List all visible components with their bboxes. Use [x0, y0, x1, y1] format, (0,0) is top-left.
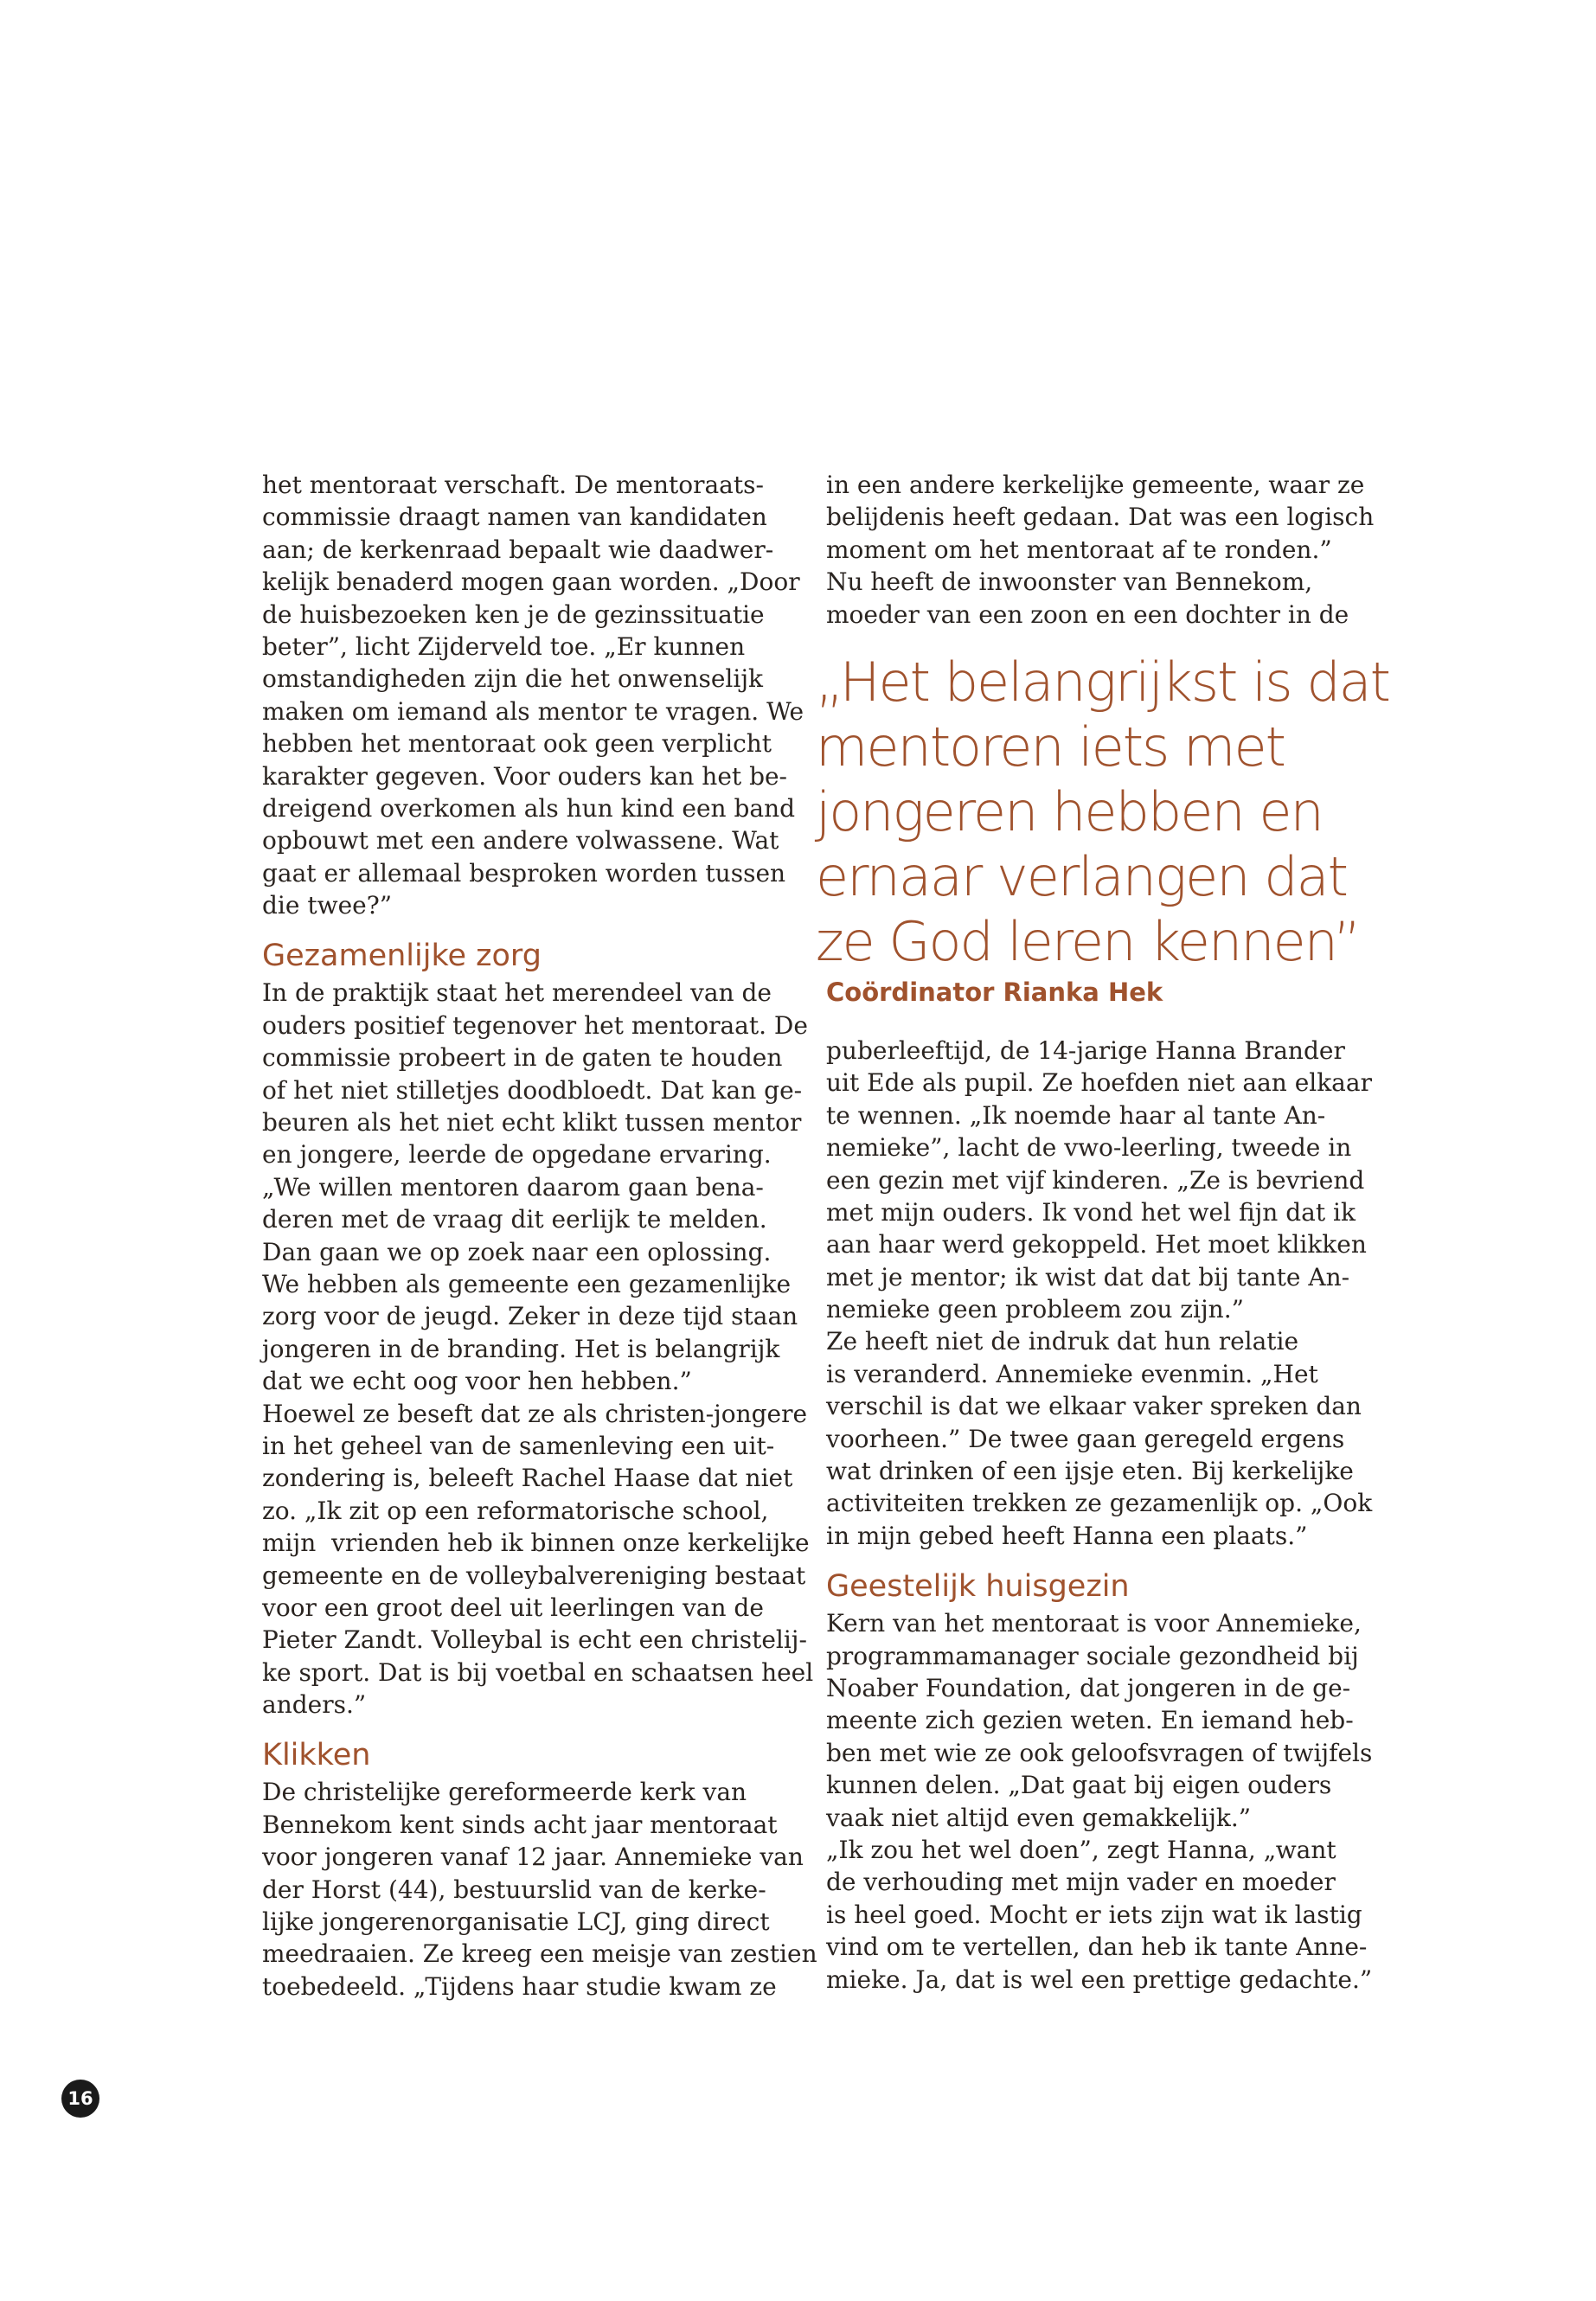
heading-klikken: Klikken [262, 1738, 371, 1773]
text-line: Dan gaan we op zoek naar een oplossing. [262, 1237, 772, 1266]
text-line: in mijn gebed heeft Hanna een plaats.” [826, 1521, 1308, 1550]
text-line: aan; de kerkenraad bepaalt wie daadwer- [262, 535, 774, 564]
text-line: te wennen. „Ik noemde haar al tante An- [826, 1100, 1326, 1130]
text-line: programmamanager sociale gezondheid bij [826, 1641, 1359, 1670]
text-line: voor een groot deel uit leerlingen van de [262, 1593, 764, 1622]
text-line: voor jongeren vanaf 12 jaar. Annemieke van [262, 1843, 804, 1872]
right-column [816, 469, 1389, 1996]
pull-quote-text [816, 650, 1389, 974]
text-line: Ze heeft niet de indruk dat hun relatie [826, 1327, 1299, 1356]
text-line: gemeente en de volleybalvereniging bestaat [262, 1561, 806, 1590]
text-line: die twee?” [262, 891, 393, 920]
text-line: het mentoraat verschaft. De mentoraats- [262, 471, 764, 499]
page-number-badge: 16 [61, 2080, 99, 2118]
text-line: lijke jongerenorganisatie LCJ, ging direct [262, 1907, 770, 1937]
heading-geestelijk-huisgezin: Geestelijk huisgezin [826, 1569, 1130, 1605]
text-line: mijn vrienden heb ik binnen onze kerkelijke [262, 1529, 810, 1558]
text-line: activiteiten trekken ze gezamenlijk op. „Ook [826, 1489, 1373, 1518]
text-line: gaat er allemaal besproken worden tussen [262, 858, 786, 888]
text-line: jongeren hebben en [816, 779, 1323, 843]
text-line: nemieke”, lacht de vwo-leerling, tweede in [826, 1133, 1352, 1163]
text-line: vind om te vertellen, dan heb ik tante Anne- [826, 1932, 1368, 1962]
text-line: ernaar verlangen dat [816, 844, 1347, 908]
text-line: karakter gegeven. Voor ouders kan het be- [262, 761, 788, 791]
text-line: een gezin met vijf kinderen. „Ze is bevriend [826, 1165, 1365, 1195]
text-line: moment om het mentoraat af te ronden.” [826, 535, 1332, 564]
pull-quote [816, 650, 1389, 1010]
text-line: aan haar werd gekoppeld. Het moet klikken [826, 1230, 1367, 1259]
text-line: mentoren iets met [816, 715, 1285, 779]
text-line: anders.” [262, 1690, 367, 1720]
text-line: dreigend overkomen als hun kind een band [262, 793, 796, 823]
left-intro-paragraph [262, 469, 803, 921]
text-line: moeder van een zoon en een dochter in de [826, 599, 1349, 629]
text-line: wat drinken of een ijsje eten. Bij kerkelijke [826, 1457, 1354, 1486]
text-line: jongeren in de branding. Het is belangrijk [262, 1334, 780, 1363]
text-line: in een andere kerkelijke gemeente, waar ze [826, 471, 1365, 499]
text-line: omstandigheden zijn die het onwenselijk [262, 664, 763, 694]
heading-gezamenlijke-zorg: Gezamenlijke zorg [262, 939, 542, 974]
text-line: mieke. Ja, dat is wel een prettige gedachte.” [826, 1965, 1373, 1994]
text-line: kunnen delen. „Dat gaat bij eigen ouders [826, 1771, 1332, 1800]
text-line: voorheen.” De twee gaan geregeld ergens [826, 1424, 1345, 1453]
text-line: of het niet stilletjes doodbloedt. Dat kan ge- [262, 1075, 803, 1105]
left-column [262, 469, 817, 2003]
text-line: ben met wie ze ook geloofsvragen of twijfels [826, 1738, 1373, 1767]
text-line: Hoewel ze beseft dat ze als christen-jongere [262, 1399, 808, 1428]
text-line: We hebben als gemeente een gezamenlijke [262, 1269, 792, 1298]
text-line: „We willen mentoren daarom gaan bena- [262, 1172, 764, 1202]
text-line: maken om iemand als mentor te vragen. We [262, 696, 804, 726]
text-line: „Ik zou het wel doen”, zegt Hanna, „want [826, 1835, 1336, 1864]
text-line: beuren als het niet echt klikt tussen mentor [262, 1108, 802, 1138]
text-line: dat we echt oog voor hen hebben.” [262, 1367, 692, 1396]
text-line: commissie draagt namen van kandidaten [262, 503, 767, 532]
text-line: der Horst (44), bestuurslid van de kerke- [262, 1875, 766, 1904]
text-line: meente zich gezien weten. En iemand heb- [826, 1706, 1354, 1735]
right-section-1-paragraph [826, 1035, 1371, 1552]
text-line: zondering is, beleeft Rachel Haase dat niet [262, 1464, 793, 1493]
text-line: vaak niet altijd even gemakkelijk.” [826, 1803, 1252, 1832]
text-line: is veranderd. Annemieke evenmin. „Het [826, 1359, 1318, 1388]
text-line: zorg voor de jeugd. Zeker in deze tijd staan [262, 1302, 798, 1331]
text-line: hebben het mentoraat ook geen verplicht [262, 729, 772, 759]
text-line: commissie probeert in de gaten te houden [262, 1043, 783, 1073]
text-line: Bennekom kent sinds acht jaar mentoraat [262, 1810, 778, 1839]
text-line: Kern van het mentoraat is voor Annemieke, [826, 1609, 1362, 1638]
text-line: ke sport. Dat is bij voetbal en schaatsen heel [262, 1657, 814, 1687]
text-line: De christelijke gereformeerde kerk van [262, 1778, 747, 1807]
text-line: is heel goed. Mocht er iets zijn wat ik lastig [826, 1900, 1362, 1929]
text-line: verschil is dat we elkaar vaker spreken dan [826, 1392, 1362, 1421]
right-intro-paragraph [826, 469, 1375, 631]
text-line: opbouwt met een andere volwassene. Wat [262, 826, 779, 856]
left-section-2-paragraph [262, 1776, 817, 2003]
text-line: ouders positief tegenover het mentoraat. De [262, 1010, 808, 1040]
text-line: de huisbezoeken ken je de gezinssituatie [262, 599, 765, 629]
text-line: in het geheel van de samenleving een uit- [262, 1431, 775, 1460]
left-section-1-paragraph [262, 977, 814, 1721]
text-line: en jongere, leerde de opgedane ervaring. [262, 1140, 772, 1170]
text-line: deren met de vraag dit eerlijk te melden. [262, 1205, 767, 1234]
text-line: belijdenis heeft gedaan. Dat was een logisch [826, 503, 1375, 532]
text-line: In de praktijk staat het merendeel van de [262, 978, 772, 1008]
text-line: nemieke geen probleem zou zijn.” [826, 1295, 1244, 1324]
text-line: Nu heeft de inwoonster van Bennekom, [826, 567, 1313, 597]
text-line: uit Ede als pupil. Ze hoefden niet aan elkaar [826, 1068, 1372, 1098]
text-line: „Het belangrijkst is dat [816, 650, 1389, 714]
text-line: kelijk benaderd mogen gaan worden. „Door [262, 567, 800, 597]
text-line: toebedeeld. „Tijdens haar studie kwam ze [262, 1971, 777, 2001]
text-line: de verhouding met mijn vader en moeder [826, 1868, 1336, 1897]
text-line: beter”, licht Zijderveld toe. „Er kunnen [262, 631, 746, 661]
text-line: ze God leren kennen” [816, 909, 1360, 973]
pull-quote-attribution: Coördinator Rianka Hek [826, 977, 1163, 1007]
text-line: meedraaien. Ze kreeg een meisje van zestien [262, 1939, 817, 1969]
text-line: puberleeftijd, de 14-jarige Hanna Brander [826, 1035, 1345, 1065]
text-line: Noaber Foundation, dat jongeren in de ge- [826, 1673, 1351, 1702]
text-line: Pieter Zandt. Volleybal is echt een christelij- [262, 1625, 807, 1655]
text-line: met je mentor; ik wist dat dat bij tante An- [826, 1262, 1350, 1292]
text-line: zo. „Ik zit op een reformatorische school, [262, 1496, 769, 1525]
text-line: met mijn ouders. Ik vond het wel fijn dat ik [826, 1197, 1356, 1227]
right-section-2-paragraph [826, 1607, 1371, 1996]
